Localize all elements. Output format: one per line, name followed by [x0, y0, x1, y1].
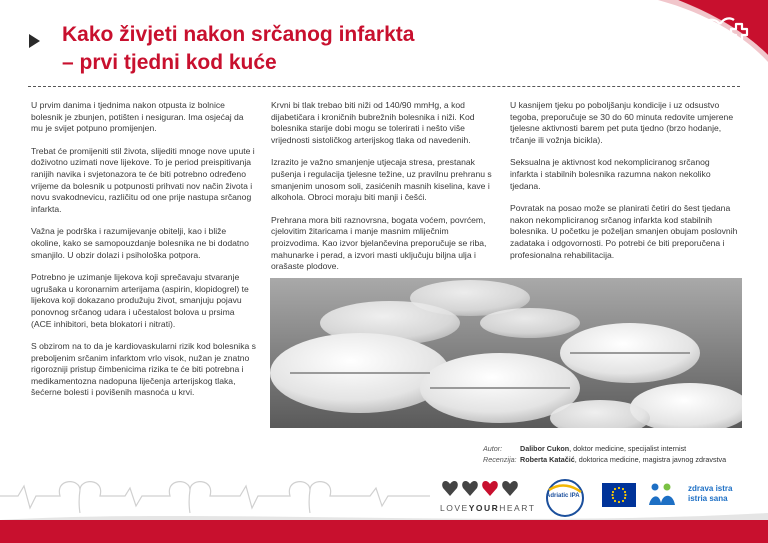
zdrava-istra-text — [688, 484, 732, 503]
heart-icon — [462, 481, 478, 496]
heart-icon — [482, 481, 498, 496]
title-arrow-icon — [29, 34, 40, 48]
paragraph: Krvni bi tlak trebao biti niži od 140/90 mmHg, a kod dijabetičara i kroničnih bubrežnih bolesnika i niži. Kod bolesnika starije dobi mogu se tolerirati i nešto više vrijednosti sistoličkog arterijskog tlaka od navedenih. — [271, 100, 475, 145]
text-column-1 — [31, 100, 256, 410]
paragraph: Seksualna je aktivnost kod nekompliciranog srčanog infarkta i stabilnih bolesnika razumna nakon nekoliko tjedana. — [510, 157, 711, 191]
pills-photo — [270, 278, 742, 428]
paragraph: U prvim danima i tjednima nakon otpusta iz bolnice bolesnik je zbunjen, potišten i nesiguran. Ima osjećaj da mu je svijet potpuno promijenjen. — [31, 100, 244, 134]
heart-icon — [502, 481, 518, 496]
zis-line-2: istria sana — [688, 493, 728, 503]
paragraph: U kasnijem tjeku po poboljšanju kondicije i uz odsustvo tegoba, preporučuje se 30 do 60 minuta redovite umjerene tjelesne aktivnosti barem pet puta tjedno (brzo hodanje, trčanje ili vožnja bicikla). — [510, 100, 734, 145]
paragraph: S obzirom na to da je kardiovaskularni rizik kod bolesnika s preboljenim srčanim infarktom vrlo visok, nužan je znatno rigorozniji pristup čimbenicima rizika te će biti potrebna i medikamentozna nadopuna liječenja arterijskog tlaka, šećerne bolesti i povišenih masnoća u krvi. — [31, 341, 256, 398]
eu-flag-logo — [602, 483, 636, 507]
author-role: , doktor medicine, specijalist internist — [569, 444, 687, 453]
page-title — [62, 21, 414, 77]
paragraph: Trebat će promijeniti stil života, slijediti mnoge nove upute i doživotno uzimati nove lijekove. To je period preispitivanja ranijih navika i svjetonazora te će biti potrebno određeno vrijeme da bolesnik u potpunosti prihvati nov način života i novu svakodnevicu, različitu od one prije nastupa srčanog infarkta. — [31, 145, 255, 214]
dashed-divider — [28, 86, 740, 87]
paragraph: Važna je podrška i razumijevanje obitelji, kao i bliže okoline, kako se samopouzdanje bolesnika ne bi dodatno smanjilo. U obzir dolazi i psihološka potpora. — [31, 226, 249, 260]
reviewer-role: , doktorica medicine, magistra javnog zdravstva — [574, 454, 727, 464]
author-name: Dalibor Cukon — [520, 444, 570, 453]
zis-line-1: zdrava istra — [688, 484, 733, 493]
heart-cross-corner — [658, 0, 768, 62]
zdrava-istra-logo — [647, 481, 677, 507]
text-column-3 — [510, 100, 740, 272]
paragraph: Izrazito je važno smanjenje utjecaja stresa, prestanak pušenja i regulacija tjelesne težine, uz pravilnu prehranu s smanjenim unosom soli, zasićenih masnih kiselina, kave i alkohola. Obroci moraju biti manji i češći. — [271, 157, 492, 203]
author-key: Autor: — [483, 444, 503, 453]
paragraph: Povratak na posao može se planirati četiri do šest tjedana nakon nekompliciranog srčanog infarkta kod stabilnih bolesnika. U početku je poželjan smanjen obujam poslovnih zadataka i odgovornosti. Po potrebi će biti preporučena i profesionalna rehabilitacija. — [510, 203, 738, 260]
reviewer-name: Roberta Katačić — [520, 454, 575, 464]
author-line — [483, 444, 726, 455]
reviewer-key: Recenzija: — [483, 454, 517, 464]
love-your-heart-text — [440, 503, 540, 513]
heart-icon — [442, 481, 458, 496]
paragraph: Potrebno je uzimanje lijekova koji sprečavaju stvaranje ugrušaka u koronarnim arterijama (aspirin, klopidogrel) te lijekova koji dokazano produžuju život, smanjuju pojavu ponovnog srčanog udara i učestalost bolova u prsima (ACE inhibitori, beta blokatori i nitrati). — [31, 272, 249, 329]
title-line-2: – prvi tjedni kod kuće — [62, 51, 277, 74]
lyh-heart: HEART — [499, 503, 536, 513]
reviewer-line — [483, 455, 726, 466]
paragraph: Prehrana mora biti raznovrsna, bogata voćem, povrćem, cjelovitim žitaricama i manje masnim mliječnim proizvodima. Kao izvor bjelančevina preporučuje se riba, mahunarke i perad, a izvori masti uključuju biljna ulja i orašaste plodove. — [271, 214, 487, 272]
credits — [483, 444, 726, 465]
title-line-1: Kako živjeti nakon srčanog infarkta — [62, 23, 415, 46]
lyh-love: LOVE — [440, 503, 469, 513]
lyh-your: YOUR — [468, 503, 500, 513]
adriatic-ipa-text: Adriatic IPA — [546, 493, 580, 499]
